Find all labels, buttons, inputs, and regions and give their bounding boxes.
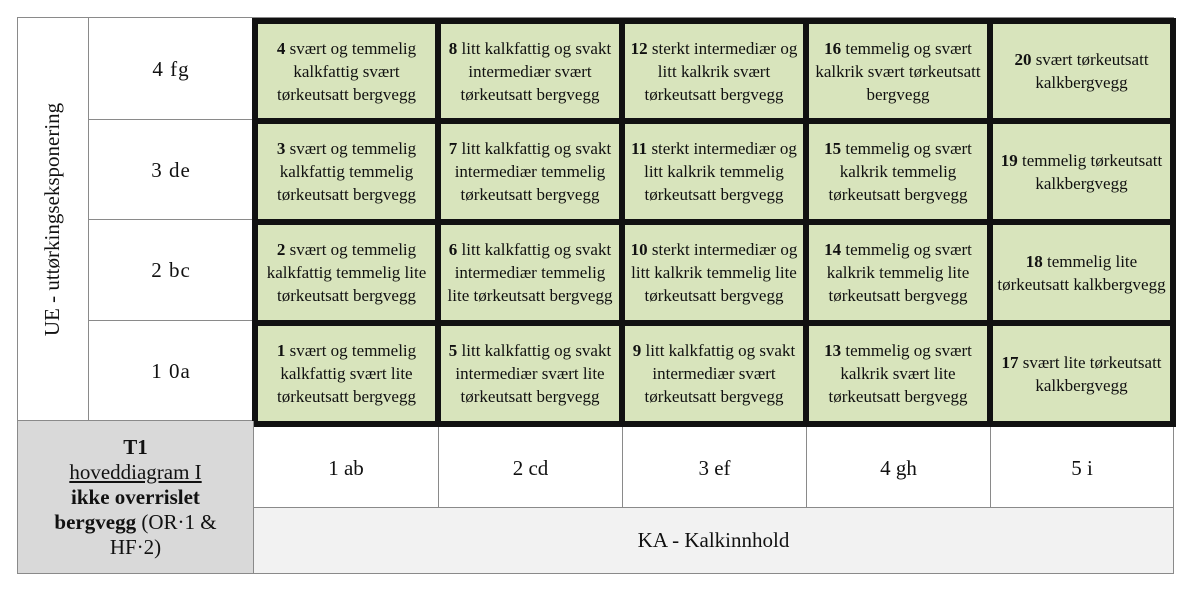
col-label-5: 5 i — [1071, 455, 1093, 480]
grid-cell: 4 svært og temmelig kalkfattig svært tørkeutsatt bergvegg — [258, 24, 435, 118]
col-label-3: 3 ef — [698, 455, 731, 480]
grid-cell: 12 sterkt intermediær og litt kalkrik svært tørkeutsatt bergvegg — [625, 24, 803, 118]
grid-cell: 19 temmelig tørkeutsatt kalkbergvegg — [993, 124, 1170, 219]
grid-cell: 3 svært og temmelig kalkfattig temmelig tørkeutsatt bergvegg — [258, 124, 435, 219]
col-label-4: 4 gh — [880, 455, 917, 480]
grid-cell: 1 svært og temmelig kalkfattig svært lite tørkeutsatt bergvegg — [258, 326, 435, 421]
y-axis-label: UE - uttørkingseksponering — [40, 102, 65, 336]
grid-cell: 15 temmelig og svært kalkrik temmelig tørkeutsatt bergvegg — [809, 124, 987, 219]
grid-cell: 9 litt kalkfattig og svakt intermediær svært tørkeutsatt bergvegg — [625, 326, 803, 421]
caption-line: HF·2) — [109, 534, 162, 559]
grid-cell: 8 litt kalkfattig og svakt intermediær svært tørkeutsatt bergvegg — [441, 24, 619, 118]
caption-title: T1 — [123, 434, 148, 459]
grid-cell: 5 litt kalkfattig og svakt intermediær svært lite tørkeutsatt bergvegg — [441, 326, 619, 421]
x-axis-label: KA - Kalkinnhold — [254, 508, 1173, 573]
diagram-caption — [18, 421, 253, 573]
grid-cell: 13 temmelig og svært kalkrik svært lite tørkeutsatt bergvegg — [809, 326, 987, 421]
grid-cell: 11 sterkt intermediær og litt kalkrik temmelig tørkeutsatt bergvegg — [625, 124, 803, 219]
col-label-1: 1 ab — [328, 455, 364, 480]
row-label-2: 2 bc — [151, 258, 191, 282]
grid-cell: 6 litt kalkfattig og svakt intermediær temmelig lite tørkeutsatt bergvegg — [441, 225, 619, 320]
row-label-1: 1 0a — [151, 359, 191, 383]
caption-line: bergvegg (OR·1 & — [54, 509, 217, 534]
grid-cell: 7 litt kalkfattig og svakt intermediær temmelig tørkeutsatt bergvegg — [441, 124, 619, 219]
caption-line: ikke overrislet — [71, 484, 200, 509]
grid-cell: 14 temmelig og svært kalkrik temmelig lite tørkeutsatt bergvegg — [809, 225, 987, 320]
caption-subtitle: hoveddiagram I — [69, 459, 202, 484]
row-label-3: 3 de — [151, 158, 191, 182]
grid-cell: 16 temmelig og svært kalkrik svært tørkeutsatt bergvegg — [809, 24, 987, 118]
grid-cell: 2 svært og temmelig kalkfattig temmelig lite tørkeutsatt bergvegg — [258, 225, 435, 320]
row-label-4: 4 fg — [152, 57, 190, 81]
grid-cell: 17 svært lite tørkeutsatt kalkbergvegg — [993, 326, 1170, 421]
grid-cell: 20 svært tørkeutsatt kalkbergvegg — [993, 24, 1170, 118]
grid-cell: 10 sterkt intermediær og litt kalkrik temmelig lite tørkeutsatt bergvegg — [625, 225, 803, 320]
col-label-2: 2 cd — [512, 455, 549, 480]
grid-cell: 18 temmelig lite tørkeutsatt kalkbergvegg — [993, 225, 1170, 320]
